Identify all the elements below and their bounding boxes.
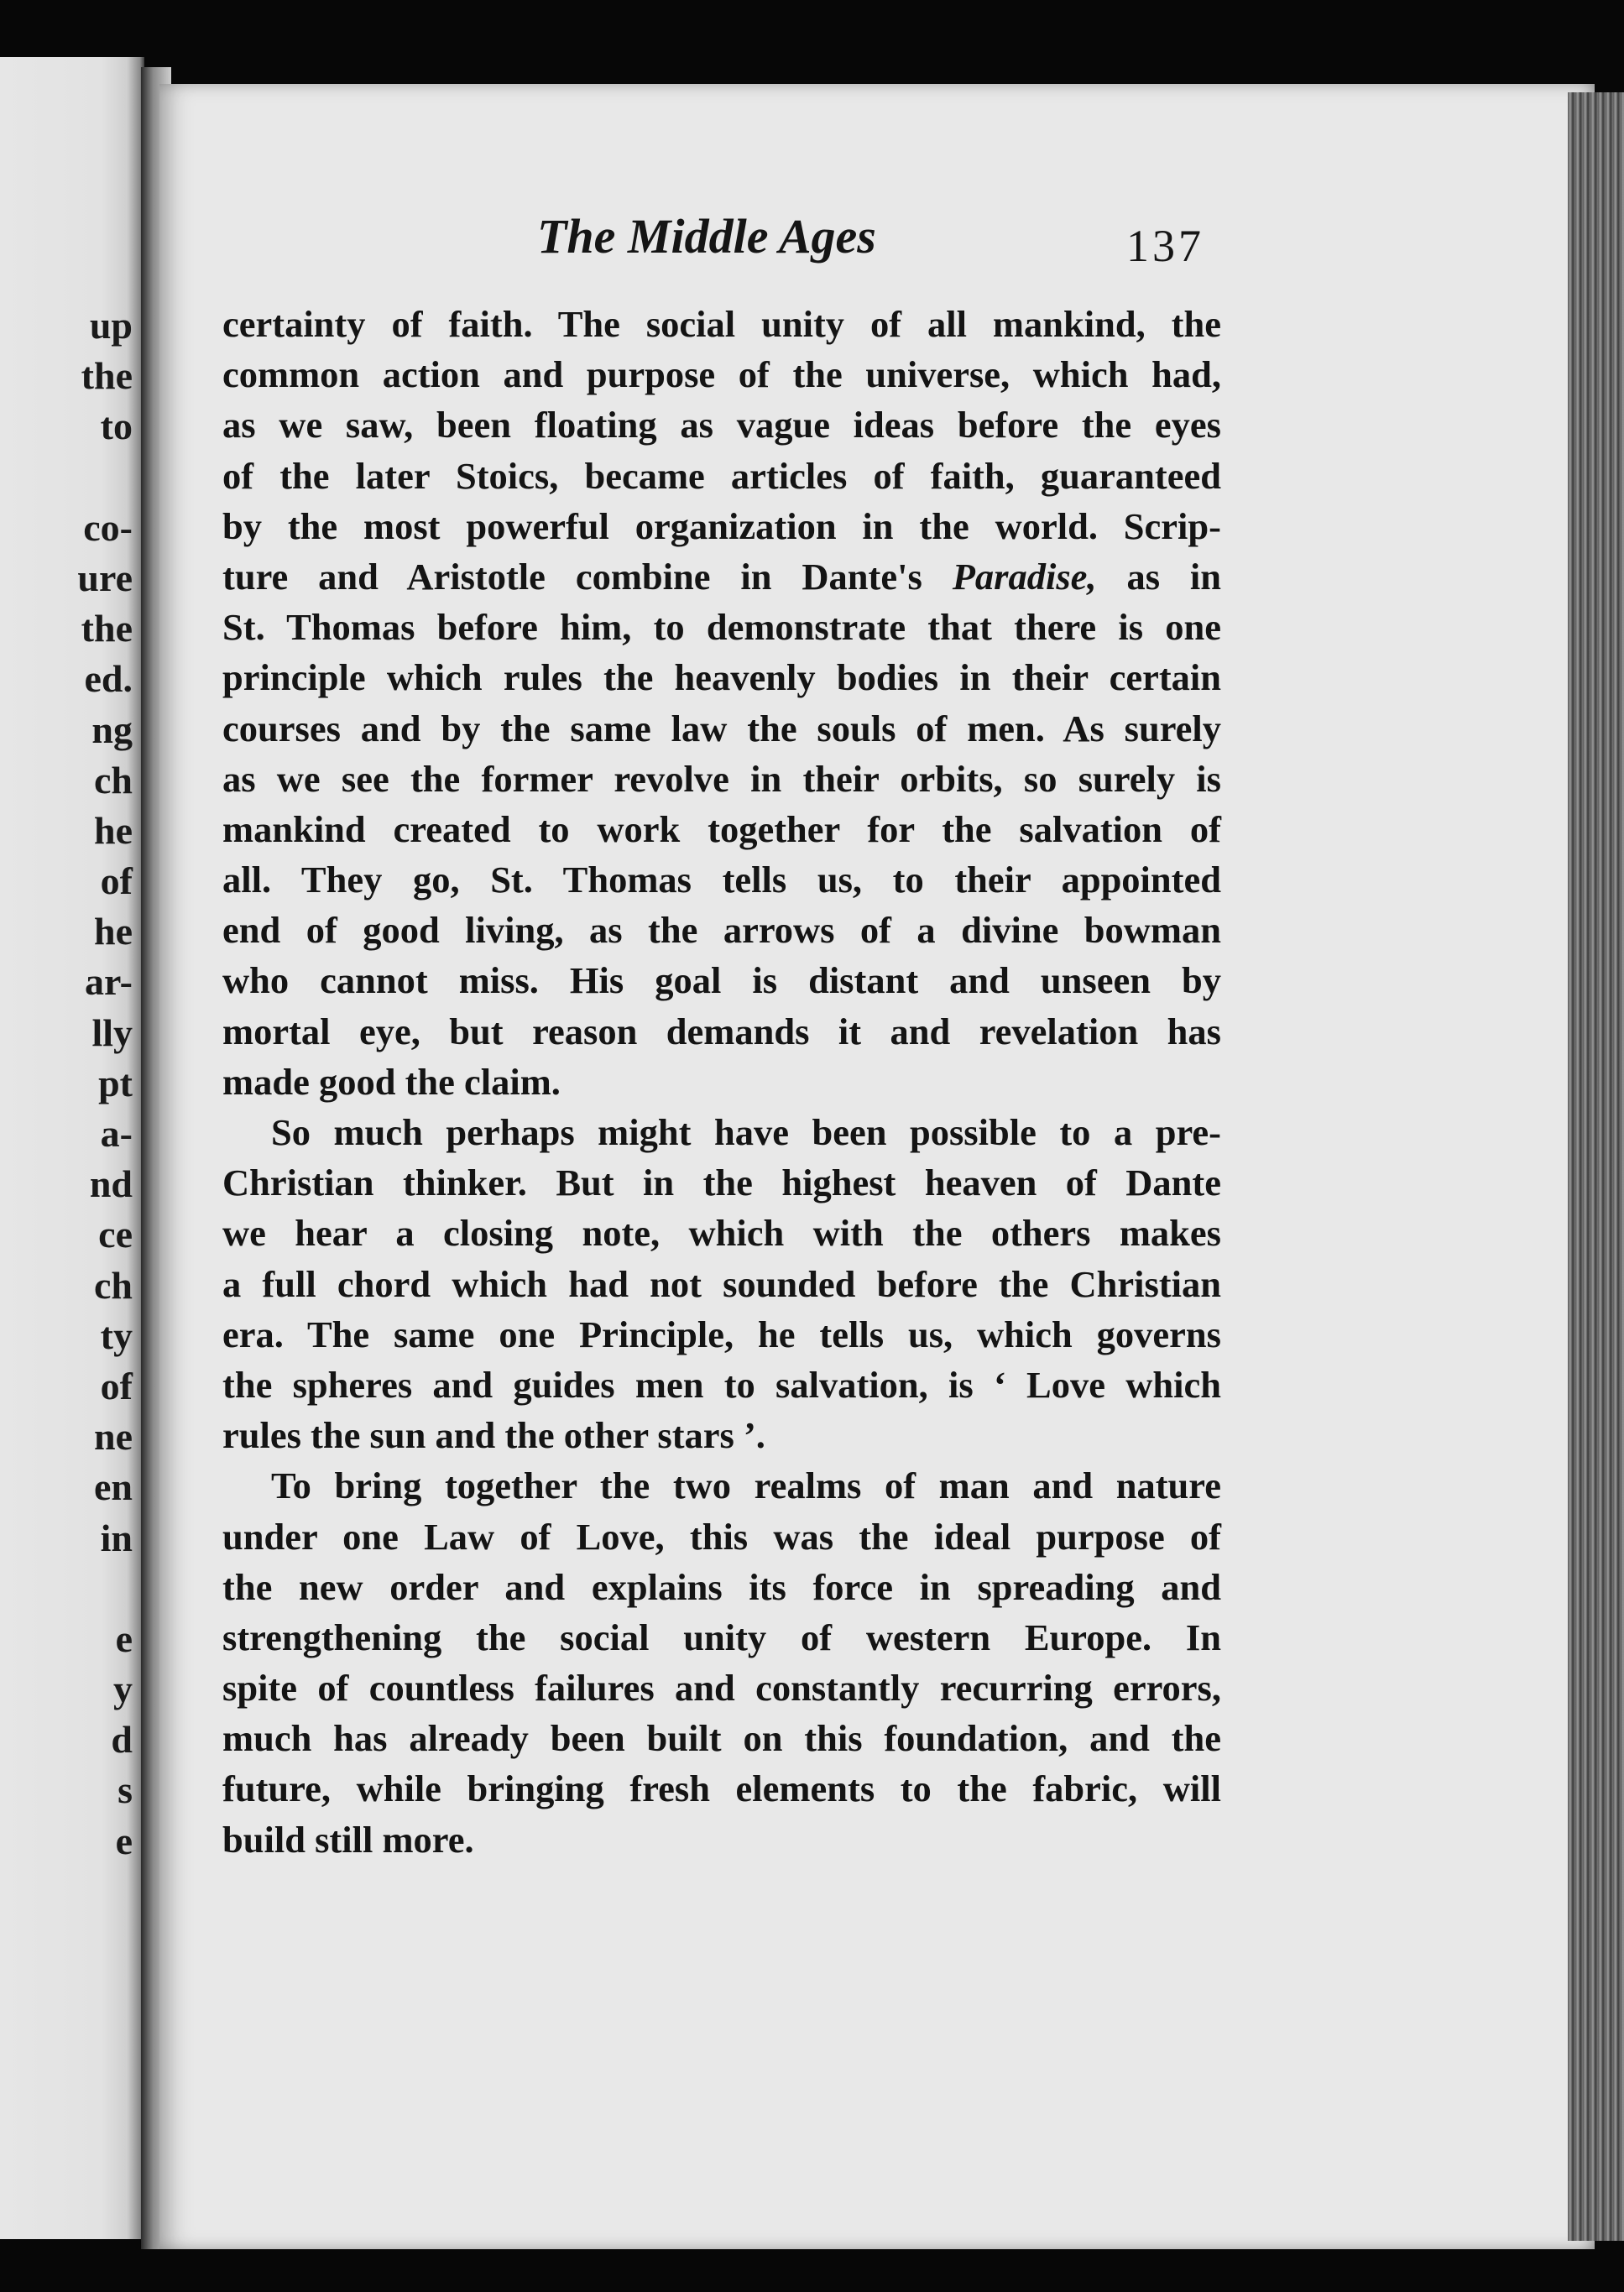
text-line: who cannot miss. His goal is distant and unseen by xyxy=(222,959,1221,1002)
fragment: the xyxy=(81,607,133,650)
paragraph-1 xyxy=(222,299,1221,1107)
facing-page-left xyxy=(0,57,144,2239)
page-edges xyxy=(1568,92,1624,2241)
text-line: by the most powerful organization in the world. Scrip- xyxy=(222,504,1221,547)
fragment: ar- xyxy=(84,960,133,1004)
fragment: up xyxy=(89,304,133,347)
text-line: future, while bringing fresh elements to the fabric, will xyxy=(222,1767,1221,1810)
fragment: e xyxy=(115,1616,133,1660)
text-line: a full chord which had not sounded before the Christian xyxy=(222,1262,1221,1305)
fragment: ty xyxy=(100,1313,133,1357)
facing-page-fragments xyxy=(77,300,133,1866)
text-line: mortal eye, but reason demands it and revelation has xyxy=(222,1010,1221,1052)
text-line: build still more. xyxy=(222,1818,474,1861)
text-line: we hear a closing note, which with the others makes xyxy=(222,1212,1221,1255)
text-line: certainty of faith. The social unity of all mankind, the xyxy=(222,303,1221,345)
italic-title: Paradise, xyxy=(952,555,1097,598)
text-line: mankind created to work together for the salvation of xyxy=(222,807,1221,850)
fragment: d xyxy=(111,1718,133,1762)
fragment: lly xyxy=(91,1010,133,1054)
fragment xyxy=(77,452,133,503)
text-line: the new order and explains its force in spreading and xyxy=(222,1565,1221,1608)
fragment: pt xyxy=(98,1061,133,1104)
text-line: the spheres and guides men to salvation, is ‘ Love which xyxy=(222,1363,1221,1406)
fragment: ure xyxy=(77,556,133,599)
fragment: ch xyxy=(94,1263,133,1307)
text-line: made good the claim. xyxy=(222,1060,561,1103)
fragment: a- xyxy=(100,1112,133,1155)
text-line: strengthening the social unity of western Europe. In xyxy=(222,1616,1221,1658)
running-head: The Middle Ages xyxy=(537,209,876,264)
fragment: s xyxy=(117,1768,133,1812)
text-line: end of good living, as the arrows of a divine bowman xyxy=(222,909,1221,952)
text-line: principle which rules the heavenly bodies in their certain xyxy=(222,656,1221,699)
text-line: To bring together the two realms of man and nature xyxy=(271,1464,1221,1507)
fragment: y xyxy=(113,1668,133,1711)
paragraph-2 xyxy=(222,1107,1221,1460)
fragment: co- xyxy=(83,505,133,549)
fragment: in xyxy=(100,1516,133,1559)
text-line: of the later Stoics, became articles of faith, guaranteed xyxy=(222,454,1221,497)
text-line: under one Law of Love, this was the ideal purpose of xyxy=(222,1515,1221,1558)
text-line: common action and purpose of the universe, which had, xyxy=(222,353,1221,396)
fragment: e xyxy=(115,1819,133,1862)
fragment: he xyxy=(94,910,133,953)
fragment: of xyxy=(100,859,133,903)
text-line: era. The same one Principle, he tells us, which governs xyxy=(222,1313,1221,1355)
body-text xyxy=(222,299,1221,1865)
fragment: ch xyxy=(94,758,133,801)
text-line: much has already been built on this foundation, and the xyxy=(222,1717,1221,1760)
paragraph-3 xyxy=(222,1460,1221,1865)
fragment: en xyxy=(94,1465,133,1509)
text-line: courses and by the same law the souls of men. As surely xyxy=(222,707,1221,749)
text-line: St. Thomas before him, to demonstrate that there is one xyxy=(222,606,1221,649)
fragment: nd xyxy=(89,1162,133,1206)
text-line: as we saw, been floating as vague ideas before the eyes xyxy=(222,404,1221,446)
text-line: as we see the former revolve in their orbits, so surely is xyxy=(222,757,1221,800)
text-line: all. They go, St. Thomas tells us, to their appointed xyxy=(222,859,1221,901)
page-number: 137 xyxy=(1126,221,1204,271)
text-line: So much perhaps might have been possible to a pre- xyxy=(271,1111,1221,1153)
fragment: ng xyxy=(91,707,133,751)
text-line: Christian thinker. But in the highest heaven of Dante xyxy=(222,1162,1221,1204)
fragment: to xyxy=(100,405,133,448)
fragment: ce xyxy=(98,1213,133,1256)
fragment: ed. xyxy=(84,657,133,701)
fragment xyxy=(77,1564,133,1614)
text-line: spite of countless failures and constantly recurring errors, xyxy=(222,1667,1221,1710)
fragment: ne xyxy=(94,1415,133,1459)
fragment: of xyxy=(100,1364,133,1407)
text-line-mixed xyxy=(222,551,1221,602)
fragment: he xyxy=(94,808,133,852)
text-line: rules the sun and the other stars ’. xyxy=(222,1414,765,1457)
fragment: the xyxy=(81,354,133,398)
text-segment: ture and Aristotle combine in Dante's xyxy=(222,555,922,598)
text-segment: as in xyxy=(1126,555,1222,598)
